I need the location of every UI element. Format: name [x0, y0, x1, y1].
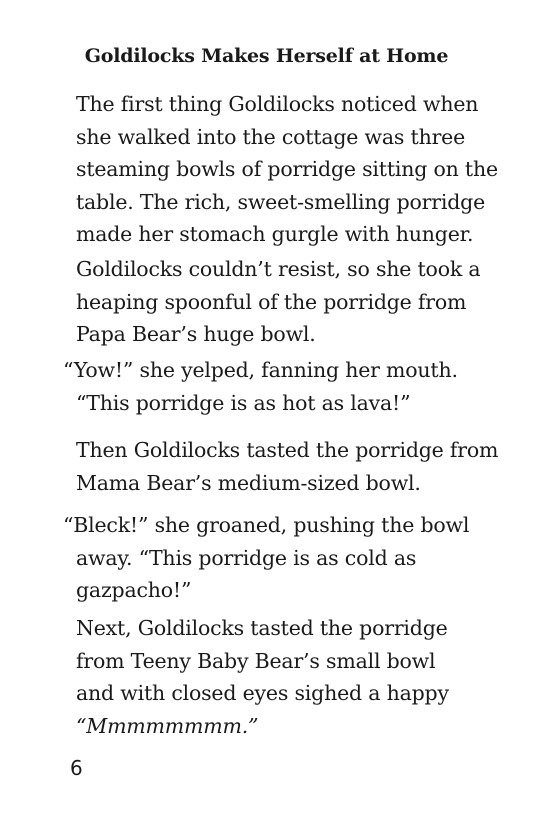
text-line: away. “This porridge is as cold as [76, 545, 417, 570]
text-line: heaping spoonful of the porridge from [76, 289, 467, 314]
text-line-italic: “Mmmmmmmm.” [76, 713, 259, 738]
text-line: Papa Bear’s huge bowl. [76, 322, 316, 346]
chapter-title: Goldilocks Makes Herself at Home [84, 45, 449, 67]
text-line: The first thing Goldilocks noticed when [76, 92, 479, 116]
text-line: gazpacho!” [76, 578, 192, 602]
paragraph-6 [76, 612, 516, 742]
page-number: 6 [70, 756, 83, 780]
paragraph-4 [76, 434, 516, 499]
text-line: “This porridge is as hot as lava!” [76, 390, 411, 415]
text-line: Next, Goldilocks tasted the porridge [76, 616, 448, 640]
text-line: from Teeny Baby Bear’s small bowl [76, 648, 436, 673]
paragraph-1 [76, 88, 516, 251]
paragraph-3 [63, 354, 503, 419]
text-line: she walked into the cottage was three [76, 124, 466, 149]
text-line: made her stomach gurgle with hunger. [76, 222, 474, 246]
text-line: “Yow!” she yelped, fanning her mouth. [63, 358, 458, 382]
text-line: “Bleck!” she groaned, pushing the bowl [63, 513, 470, 537]
text-line: Then Goldilocks tasted the porridge from [76, 438, 499, 462]
text-line: steaming bowls of porridge sitting on the [76, 157, 498, 181]
paragraph-5 [63, 509, 503, 607]
paragraph-2 [76, 253, 516, 351]
text-line: and with closed eyes sighed a happy [76, 681, 449, 705]
text-line: Mama Bear’s medium-sized bowl. [76, 470, 421, 495]
text-line: table. The rich, sweet-smelling porridge [76, 189, 485, 214]
text-line: Goldilocks couldn’t resist, so she took a [76, 257, 481, 281]
